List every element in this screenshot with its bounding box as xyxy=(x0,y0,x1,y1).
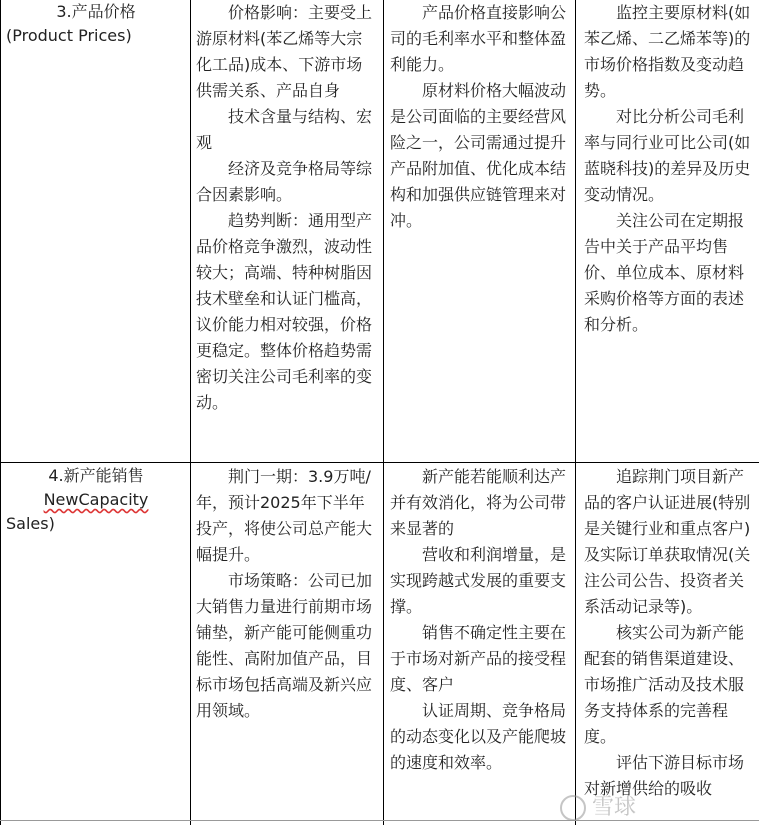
row-label-zh: 4.新产能销售 xyxy=(48,466,144,485)
paragraph: 追踪荆门项目新产品的客户认证进展(特别是关键行业和重点客户)及实际订单获取情况(关注公司公告、投资者关系活动记录等)。 xyxy=(584,467,751,616)
paragraph: 对比分析公司毛利率与同行业可比公司(如蓝晓科技)的差异及历史变动情况。 xyxy=(584,107,751,204)
row-label-en: NewCapacity xyxy=(43,490,149,509)
row-divider xyxy=(0,462,759,463)
cell-significance-new-capacity-sales xyxy=(390,464,568,825)
paragraph: 认证周期、竞争格局的动态变化以及产能爬坡的速度和效率。 xyxy=(390,701,567,772)
paragraph: 监控主要原材料(如苯乙烯、二乙烯苯等)的市场价格指数及变动趋势。 xyxy=(584,3,751,100)
column-divider-1 xyxy=(190,0,191,825)
row-label-new-capacity-sales xyxy=(6,464,186,825)
watermark-text: 雪球 xyxy=(592,795,637,820)
paragraph: 营收和利润增量，是实现跨越式发展的重要支撑。 xyxy=(390,545,567,616)
cell-impact-new-capacity-sales xyxy=(196,464,376,825)
watermark xyxy=(560,790,759,825)
paragraph: 关注公司在定期报告中关于产品平均售价、单位成本、原材料采购价格等方面的表述和分析。 xyxy=(584,211,745,334)
cell-monitoring-new-capacity-sales xyxy=(584,464,756,825)
row-label-product-prices xyxy=(6,0,186,460)
paragraph: 核实公司为新产能配套的销售渠道建设、市场推广活动及技术服务支持体系的完善程度。 xyxy=(584,623,745,746)
paragraph: 销售不确定性主要在于市场对新产品的接受程度、客户 xyxy=(390,623,567,694)
paragraph: 评估下游目标市场对新增供给的吸收 xyxy=(584,753,745,798)
row-label-en: (Product Prices) xyxy=(6,26,132,45)
paragraph: 新产能若能顺利达产并有效消化，将为公司带来显著的 xyxy=(390,467,567,538)
cell-significance-product-prices xyxy=(390,0,568,460)
snowball-logo-icon xyxy=(560,795,586,821)
cell-monitoring-product-prices xyxy=(584,0,756,460)
paragraph: 荆门一期：3.9万吨/年，预计2025年下半年投产，将使公司总产能大幅提升。 xyxy=(196,467,373,564)
paragraph: 趋势判断：通用型产品价格竞争激烈，波动性较大；高端、特种树脂因技术壁垒和认证门槛高，议价能力相对较强，价格更稳定。整体价格趋势需密切关注公司毛利率的变动。 xyxy=(196,211,373,412)
paragraph: 经济及竞争格局等综合因素影响。 xyxy=(196,159,373,204)
row-label-en-tail: Sales) xyxy=(6,514,55,533)
table-border-left xyxy=(0,0,1,825)
cell-impact-product-prices xyxy=(196,0,376,460)
paragraph: 产品价格直接影响公司的毛利率水平和整体盈利能力。 xyxy=(390,3,567,74)
column-divider-2 xyxy=(383,0,384,825)
paragraph: 价格影响：主要受上游原材料(苯乙烯等大宗化工品)成本、下游市场供需关系、产品自身 xyxy=(196,3,373,100)
paragraph: 市场策略：公司已加大销售力量进行前期市场铺垫，新产能可能侧重功能性、高附加值产品，目标市场包括高端及新兴应用领域。 xyxy=(196,571,373,720)
paragraph: 技术含量与结构、宏观 xyxy=(196,107,373,152)
paragraph: 原材料价格大幅波动是公司面临的主要经营风险之一，公司需通过提升产品附加值、优化成本结构和加强供应链管理来对冲。 xyxy=(390,81,567,230)
column-divider-3 xyxy=(575,0,576,825)
row-label-zh: 3.产品价格 xyxy=(56,2,136,21)
